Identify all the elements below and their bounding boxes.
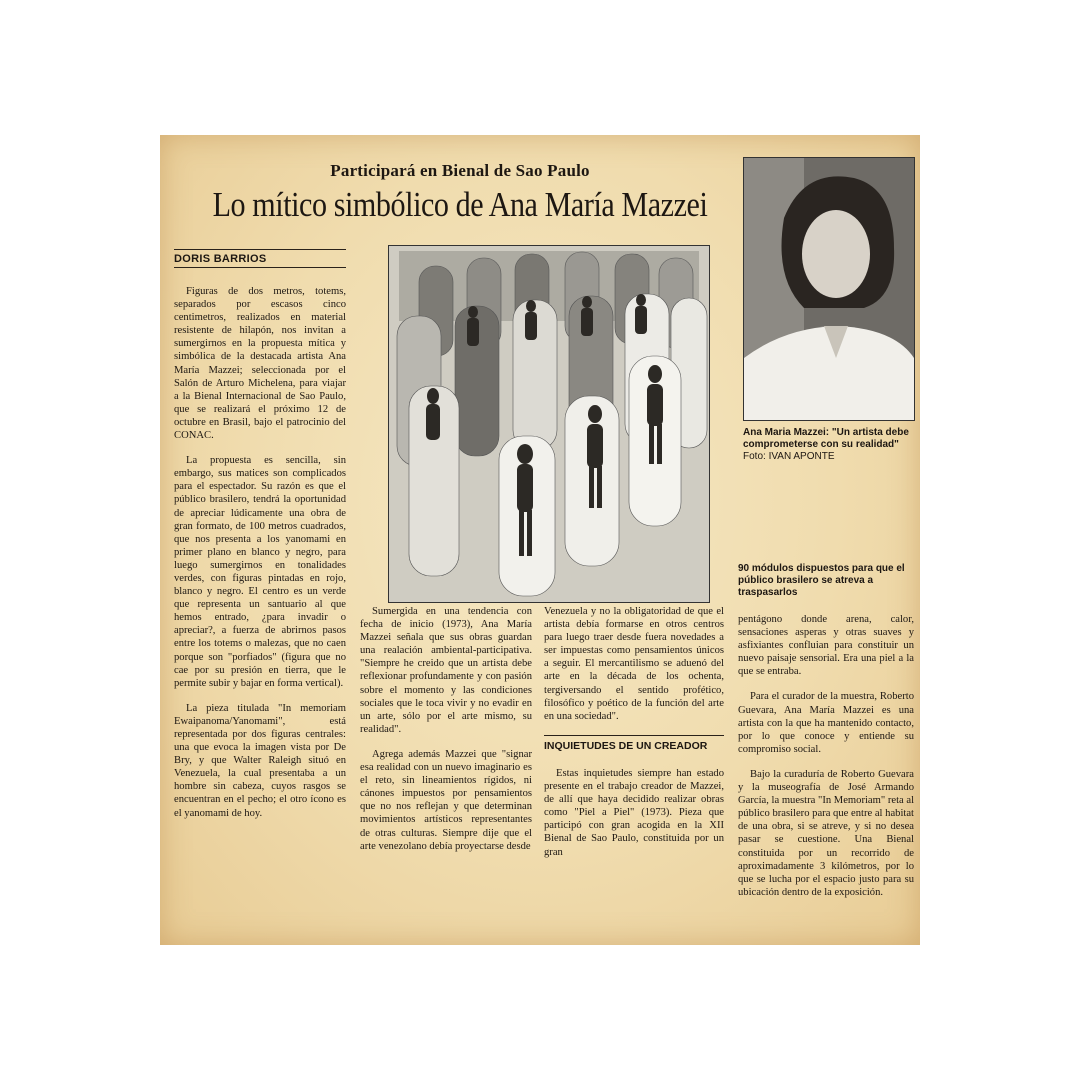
byline: DORIS BARRIOS bbox=[174, 249, 346, 268]
column-4 bbox=[738, 613, 914, 911]
article-kicker: Participará en Bienal de Sao Paulo bbox=[330, 161, 590, 180]
main-photo-caption: 90 módulos dispuestos para que el público brasilero se atreva a traspasarlos bbox=[738, 563, 905, 598]
paragraph: Sumergida en una tendencia con fecha de inicio (1973), Ana María Mazzei señala que sus obras guardan una realación ambiental-participativa. "Siempre he creido que un artista debe reflexionar profundamente y con pasión sobre el momento y las condiciones sociales que le toca vivir y no evadir en un arte, sólo por el arte mismo, su realidad". bbox=[360, 606, 532, 735]
main-photo bbox=[388, 245, 710, 603]
photo-credit: Foto: IVAN APONTE bbox=[743, 451, 835, 462]
paragraph: Estas inquietudes siempre han estado presente en el trabajo creador de Mazzei, de allí que haya decidido realizar obras como "Piel a Piel" (1973). Pieza que participó con gran acogida en la XII Bienal de Sao Paulo, constituida por un gran bbox=[544, 767, 724, 858]
totem-installation-image bbox=[389, 246, 709, 602]
paragraph: pentágono donde arena, calor, sensaciones asperas y otras suaves y asfixiantes confluian para constituir un nuevo paisaje sensorial. Era una piel a la que se entraba. bbox=[738, 614, 914, 678]
paragraph: Venezuela y no la obligatoridad de que el artista debía formarse en otros centros para luego traer desde fuera novedades a ser impuestas como pensamientos únicos a seguir. El mercantilismo se aduenó del arte en la década de los ochenta, tergiversando el sentido profético, filosófico y poético de la función del arte en una sociedad". bbox=[544, 606, 724, 722]
column-3 bbox=[544, 605, 724, 871]
column-1 bbox=[174, 285, 346, 832]
newspaper-clipping bbox=[160, 135, 920, 945]
column-2 bbox=[360, 605, 532, 865]
paragraph: Para el curador de la muestra, Roberto Guevara, Ana María Mazzei es una artista con la que ha mantenido contacto, por lo que conoce y entiende su compromiso social. bbox=[738, 691, 914, 755]
paragraph: Agrega además Mazzei que "signar esa realidad con un nuevo imaginario es el reto, sin lineamientos rígidos, ni cánones impuestos por pensamientos que no nos reflejan y que determinan movimientos artísticos representantes de otras culturas. Siempre dije que el arte venezolano debía proyectarse desde bbox=[360, 748, 532, 852]
portrait-caption bbox=[743, 427, 918, 463]
portrait-caption-quote: Ana Maria Mazzei: "Un artista debe comprometerse con su realidad" bbox=[743, 427, 909, 450]
paragraph: La pieza titulada "In memoriam Ewaipanoma/Yanomami", está representada por dos figuras centrales: una que evoca la imagen vista por De Bry, y que Walter Raleigh situó en Venezuela, la cual presentaba a un hombre sin cabeza, cuyos rasgos se encuentran en el pecho; el otro ícono es el yanomami de hoy. bbox=[174, 702, 346, 819]
portrait-photo bbox=[743, 157, 915, 421]
paragraph: Figuras de dos metros, totems, separados por escasos cinco centimetros, realizados en material resistente de hilapón, nos invitan a sumergirnos en la propuesta mítica y simbólica de la destacada artista Ana María Mazzei; seleccionada por el Salón de Arturo Michelena, para viajar a la Bienal Internacional de Sao Paulo, que se realizará el próximo 12 de octubre en Brasil, bajo el patrocinio del CONAC. bbox=[174, 286, 346, 442]
artist-portrait-image bbox=[744, 158, 914, 420]
section-subhead: INQUIETUDES DE UN CREADOR bbox=[544, 735, 724, 753]
paragraph: Bajo la curaduría de Roberto Guevara y la museografía de José Armando García, la muestra "In Memoriam" reta al público brasilero para que entre al habitat de una obra, si se atreve, y si no desea pasar se cuestione. Una Bienal constituida por un recorrido de aproximadamente 3 kilómetros, por lo que se lucha por el espacio justo para su ubicación dentro de la exposición. bbox=[738, 768, 915, 898]
paragraph: La propuesta es sencilla, sin embargo, sus matices son complicados para el espectador. Su razón es que el público brasilero, tendrá la oportunidad de apreciar lúdicamente una obra de gran formato, de 100 metros cuadrados, que nos presenta a los yanomami en primer plano en blanco y negro, para luego sumergirnos en tonalidades verdes, con figuras pintadas en rojo, blanco y negro. El centro es un verde que representa un santuario al que hemos entrado, ¿para invadir o apreciar?, a fuerza de abrirnos pasos entre los totems o malezas, que no caen porque son "porfiados" (figura que no cae por su presión en tierra, que le permite subir y bajar en forma vertical). bbox=[174, 455, 346, 689]
article-headline: Lo mítico simbólico de Ana María Mazzei bbox=[212, 185, 708, 224]
